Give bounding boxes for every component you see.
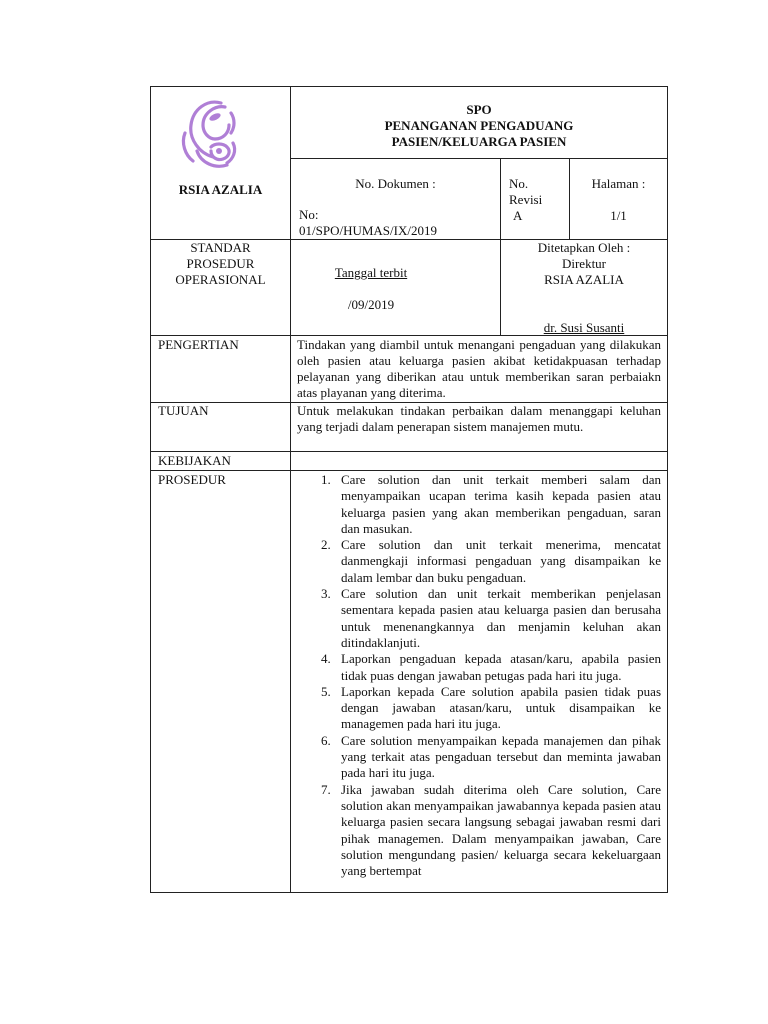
procedure-step [297,684,661,733]
tujuan-label: TUJUAN [158,403,209,418]
approver-institution: RSIA AZALIA [544,272,624,287]
procedure-list [297,472,661,890]
revision-label-1: No. [509,176,529,191]
issue-date-label: Tanggal terbit [334,265,408,280]
doc-number-value: 01/SPO/HUMAS/IX/2019 [299,223,437,238]
procedure-step-text: Laporkan kepada Care solution apabila pasien tidak puas dengan jawaban atasan/karu, untuk disampaikan ke managemen pada hari itu juga. [341,683,661,732]
procedure-step-text: Care solution menyampaikan kepada manajemen dan pihak yang terkait atas pengaduan tersebut dan meminta jawaban pada hari itu juga. [341,732,661,781]
procedure-step [297,651,661,684]
logo-cell [151,87,290,239]
procedure-step-text: Care solution dan unit terkait memberikan penjelasan sementara kepada pasien atau keluarga pasien dan berusaha untuk menenangkannya dan menjamin keluhan akan ditindaklanjuti. [341,586,661,650]
issue-date-value: /09/2019 [347,297,395,312]
spo-label: SPO [466,102,492,117]
mother-child-logo-icon [171,93,251,173]
procedure-step-number: 4. [321,651,331,667]
table-border-right [667,86,668,893]
tujuan-text: Untuk melakukan tindakan perbaikan dalam menanggapi keluhan yang terjadi dalam penerapan sistem manajemen mutu. [297,403,661,434]
doc-number-cell [291,159,500,239]
revision-value: A [513,208,523,223]
procedure-step-number: 7. [321,781,331,797]
procedure-step [297,586,661,651]
pengertian-text: Tindakan yang diambil untuk menangani pengaduan yang dilakukan oleh pasien atau keluarga pasien akibat ketidakpuasan terhadap pelayanan yang diberikan atau untuk memberikan saran perbaiakn atas playanan yang diterima. [297,337,661,400]
procedure-step [297,733,661,782]
page-cell [570,159,667,239]
table-border-bottom [150,892,668,893]
procedure-step-number: 5. [321,683,331,699]
page-value: 1/1 [610,208,627,223]
standard-line-1: STANDAR [190,240,251,255]
doc-number-label: No. Dokumen : [355,176,436,191]
row-divider-tujuan [150,451,668,452]
procedure-step-number: 2. [321,537,331,553]
revision-cell [501,159,569,239]
procedure-step-text: Jika jawaban sudah diterima oleh Care solution, Care solution akan menyampaikan jawabannya kepada pasien atau keluarga pasien secara langsung sebagai jawaban resmi dari pihak managemen. Dalam menyampaikan jawaban, Care solution mengundang pasien/ keluarga secara kekeluargaan yang bertempat [341,781,661,879]
standard-line-3: OPERASIONAL [175,272,266,287]
revision-label-2: Revisi [509,192,543,207]
signatory-name: dr. Susi Susanti [543,320,625,335]
title-line-1: PENANGANAN PENGADUANG [384,118,574,133]
hospital-name: RSIA AZALIA [178,182,263,197]
row-divider-kebijakan [150,470,668,471]
document-title [291,102,667,150]
procedure-steps [297,472,661,879]
standard-label [151,240,290,288]
procedure-step-number: 3. [321,586,331,602]
approved-by-label: Ditetapkan Oleh : [537,240,631,255]
procedure-step [297,472,661,537]
procedure-step-number: 6. [321,732,331,748]
pengertian-label: PENGERTIAN [158,337,239,352]
kebijakan-label: KEBIJAKAN [158,453,231,468]
procedure-step-text: Laporkan pengaduan kepada atasan/karu, apabila pasien tidak puas dengan jawaban petugas pada hari itu juga. [341,651,661,683]
title-line-2: PASIEN/KELUARGA PASIEN [391,134,567,149]
prosedur-label: PROSEDUR [158,472,226,487]
procedure-step [297,537,661,586]
page-label: Halaman : [591,176,646,191]
standard-line-2: PROSEDUR [186,256,255,271]
issue-date-cell [291,240,500,335]
procedure-step [297,782,661,880]
procedure-step-text: Care solution dan unit terkait menerima, mencatat danmengkaji informasi pengaduan yang disampaikan ke dalam lembar dan buku pengaduan. [341,537,661,585]
procedure-step-text: Care solution dan unit terkait memberi salam dan menyampaikan ucapan terima kasih kepada pasien atau keluarga pasien yang akan memberikan pengaduan, saran dan masukan. [341,472,661,536]
approval-cell [501,240,667,335]
procedure-step-number: 1. [321,472,331,487]
approver-position: Direktur [561,256,607,271]
doc-number-prefix: No: [299,207,319,222]
